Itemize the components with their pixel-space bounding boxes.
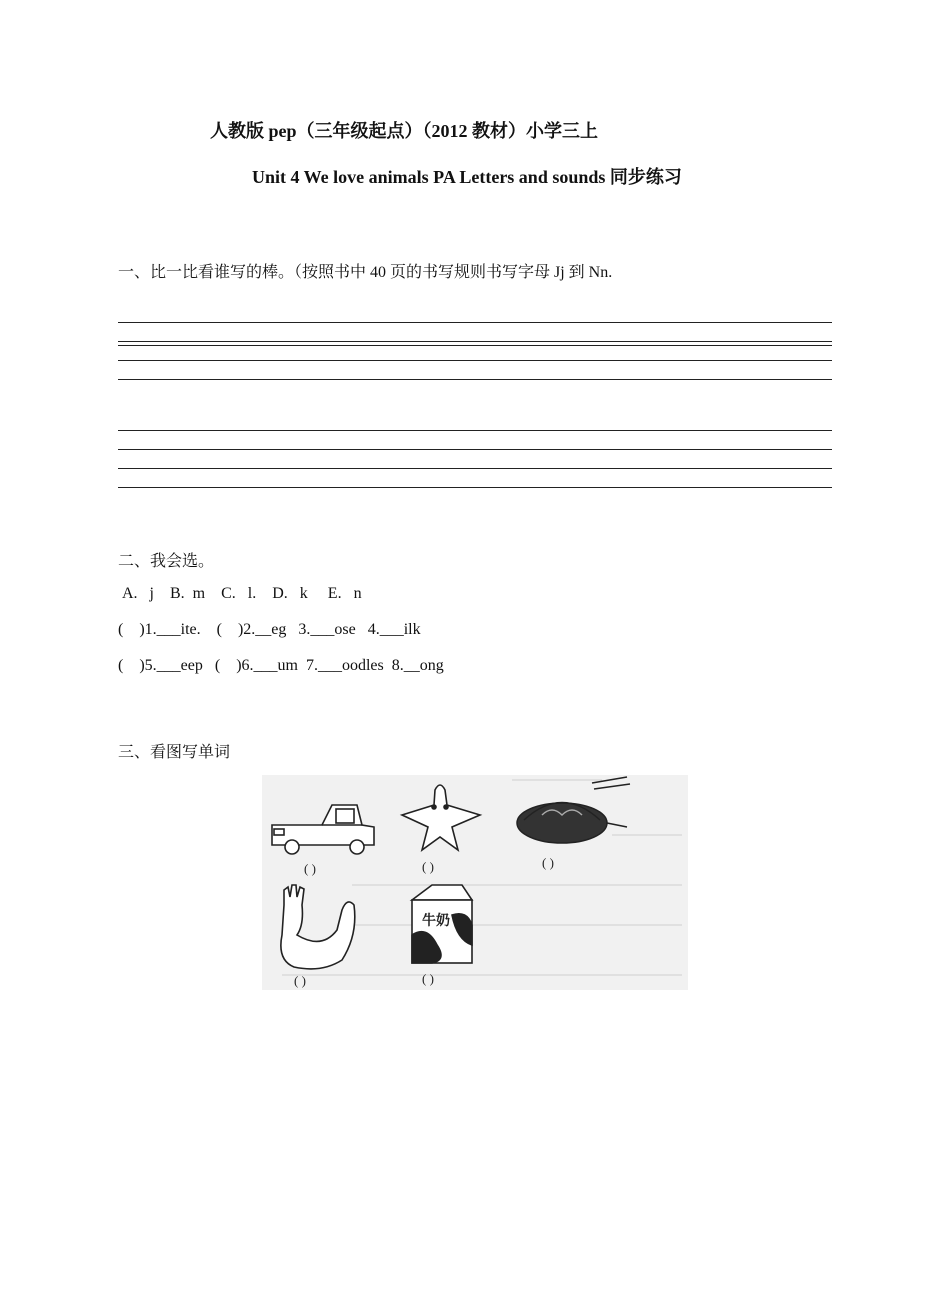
question-row-2: ( )5.___eep ( )6.___um 7.___oodles 8.__ong: [118, 657, 444, 674]
arm-answer-paren: ( ): [294, 973, 306, 988]
writing-line: [118, 379, 832, 380]
milk-carton-icon: [412, 885, 472, 963]
section1-heading: 一、比一比看谁写的棒。（按照书中 40 页的书写规则书写字母 Jj 到 Nn.: [118, 264, 613, 281]
worksheet-illustration: [262, 775, 688, 990]
document-title: 人教版 pep（三年级起点）（2012 教材）小学三上: [210, 121, 599, 141]
noodles-answer-paren: ( ): [542, 855, 554, 870]
truck-icon: [272, 805, 374, 854]
kite-answer-paren: ( ): [422, 859, 434, 874]
document-subtitle: Unit 4 We love animals PA Letters and sounds 同步练习: [252, 167, 682, 187]
noodles-icon: [517, 777, 630, 843]
writing-line: [118, 449, 832, 450]
truck-answer-paren: ( ): [304, 861, 316, 876]
section3-heading: 三、看图写单词: [118, 744, 231, 761]
writing-line: [118, 341, 832, 342]
milk-answer-paren: ( ): [422, 971, 434, 986]
writing-line: [118, 322, 832, 323]
milk-carton-label: 牛奶: [422, 913, 450, 929]
writing-line: [118, 468, 832, 469]
writing-line: [118, 360, 832, 361]
kite-icon: [402, 785, 480, 850]
arm-icon: [281, 885, 355, 969]
writing-line: [118, 430, 832, 431]
question-row-1: ( )1.___ite. ( )2.__eg 3.___ose 4.___ilk: [118, 621, 421, 638]
section2-heading: 二、我会选。: [118, 553, 215, 570]
choice-options: A. j B. m C. l. D. k E. n: [122, 585, 362, 602]
writing-line: [118, 487, 832, 488]
writing-line: [118, 345, 832, 346]
